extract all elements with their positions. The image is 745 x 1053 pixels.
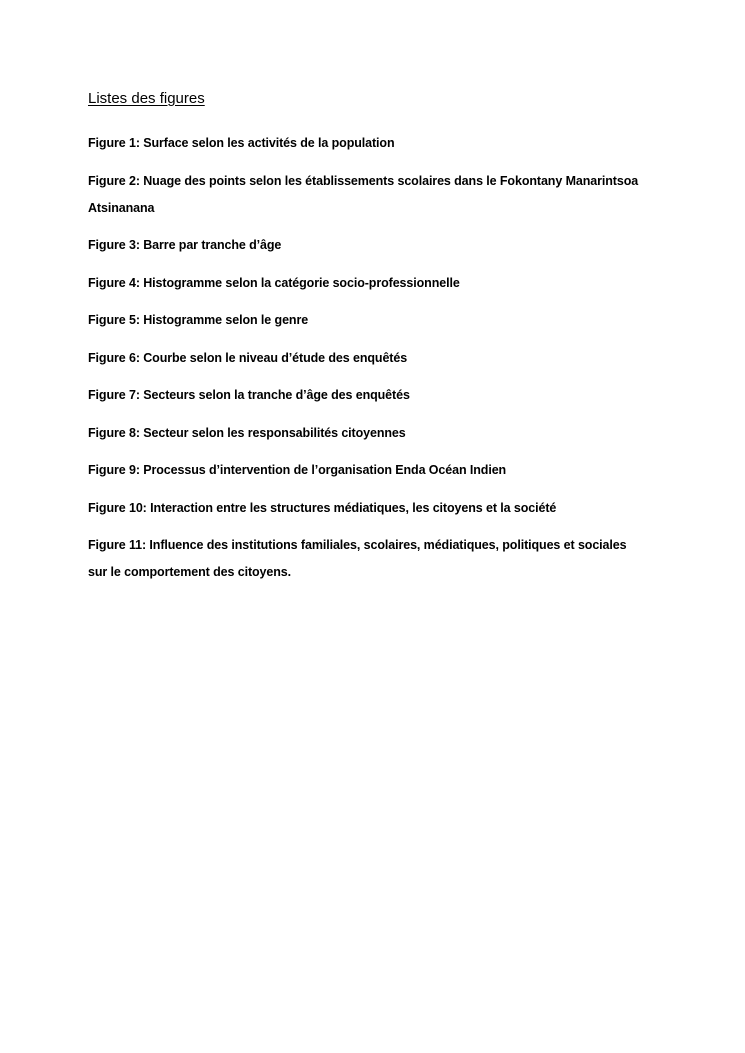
figure-list-item-3: Figure 3: Barre par tranche d’âge <box>88 238 282 252</box>
figure-list-item-10: Figure 10: Interaction entre les structures médiatiques, les citoyens et la société <box>88 500 557 515</box>
figure-list-item-9: Figure 9: Processus d’intervention de l’organisation Enda Océan Indien <box>88 463 507 477</box>
figure-list-item-2: Figure 2: Nuage des points selon les établissements scolaires dans le Fokontany Manarintsoa Atsinanana <box>88 173 639 215</box>
figure-list-item-6: Figure 6: Courbe selon le niveau d’étude des enquêtés <box>88 350 408 365</box>
figure-list-item-4: Figure 4: Histogramme selon la catégorie socio-professionnelle <box>88 275 460 290</box>
figure-list-item-1: Figure 1: Surface selon les activités de la population <box>88 136 395 150</box>
figure-list-item-8: Figure 8: Secteur selon les responsabilités citoyennes <box>88 425 406 440</box>
page-title: Listes des figures <box>88 90 205 107</box>
figure-list <box>88 130 648 597</box>
figure-list-item-11: Figure 11: Influence des institutions familiales, scolaires, médiatiques, politiques et sociales sur le comportement des citoyens. <box>88 538 627 579</box>
figure-list-item-7: Figure 7: Secteurs selon la tranche d’âge des enquêtés <box>88 388 410 402</box>
figure-list-item-5: Figure 5: Histogramme selon le genre <box>88 313 309 327</box>
